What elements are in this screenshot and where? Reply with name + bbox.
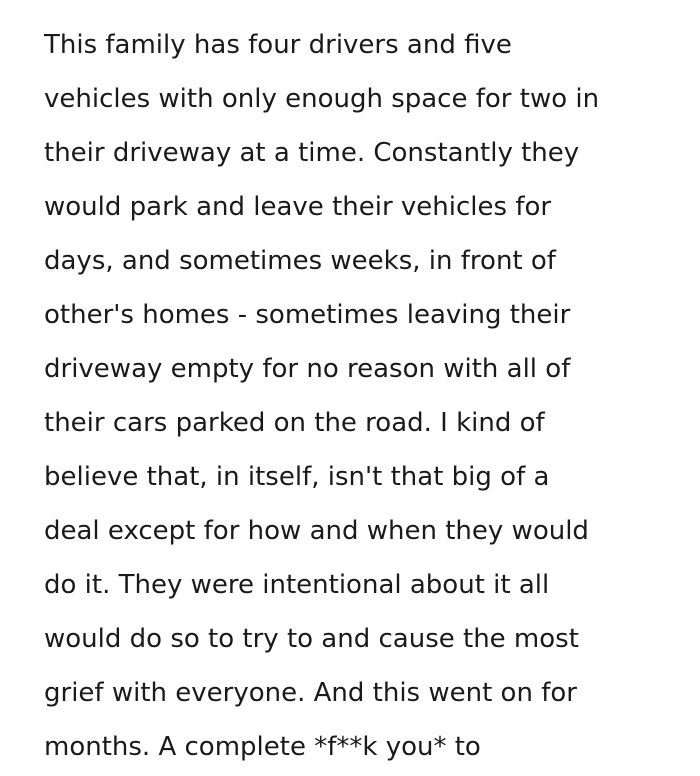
text-line: other's homes - sometimes leaving their: [44, 300, 571, 330]
text-line: would do so to try to and cause the most: [44, 624, 579, 654]
text-line: months. A complete *f**k you* to: [44, 732, 481, 762]
text-line: do it. They were intentional about it all: [44, 570, 550, 600]
text-line: grief with everyone. And this went on for: [44, 678, 577, 708]
text-line: days, and sometimes weeks, in front of: [44, 246, 556, 276]
text-line: would park and leave their vehicles for: [44, 192, 552, 222]
text-line: vehicles with only enough space for two in: [44, 84, 600, 114]
text-line: deal except for how and when they would: [44, 516, 589, 546]
text-line: driveway empty for no reason with all of: [44, 354, 571, 384]
text-line: believe that, in itself, isn't that big of a: [44, 462, 550, 492]
text-line: This family has four drivers and five: [44, 30, 512, 60]
text-line: their cars parked on the road. I kind of: [44, 408, 545, 438]
story-paragraph: [44, 18, 599, 774]
text-line: their driveway at a time. Constantly they: [44, 138, 580, 168]
